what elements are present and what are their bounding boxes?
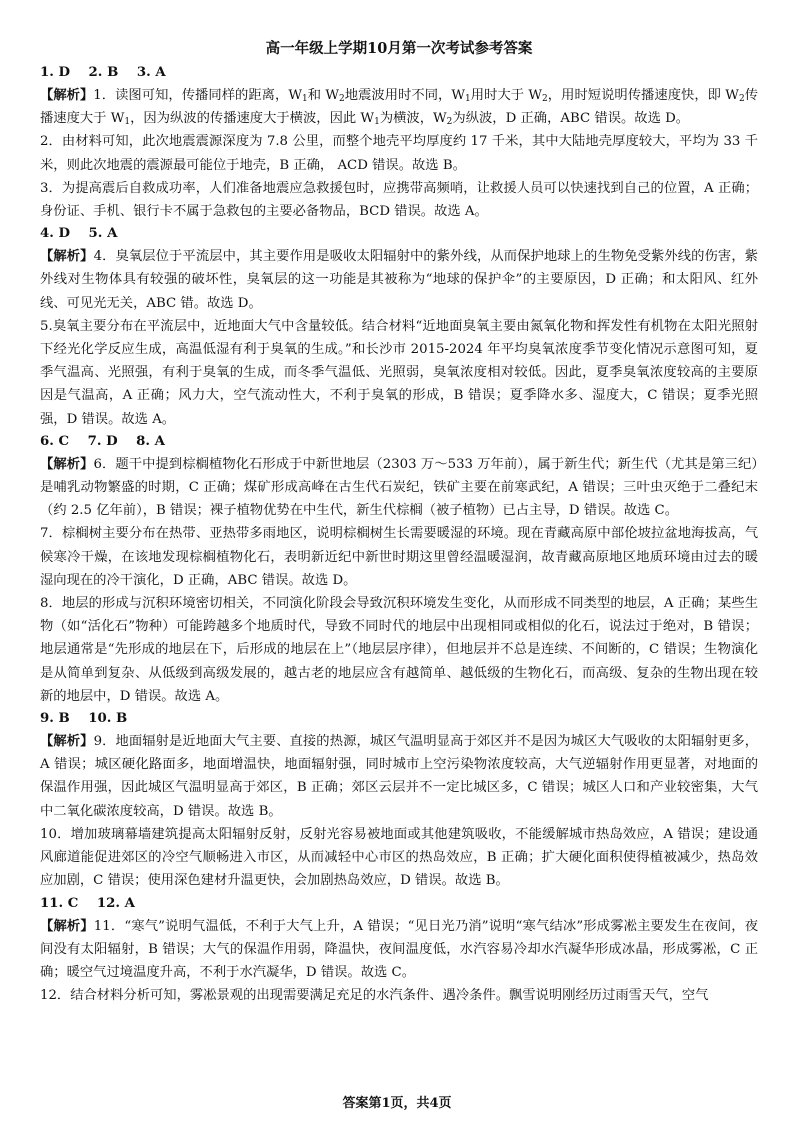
paragraph-text: 4．臭氧层位于平流层中，其主要作用是吸收太阳辐射中的紫外线，从而保护地球上的生物免受紫外线的伤害，紫外线对生物体具有较强的破坏性，臭氧层的这一功能是其被称为“地球的保护伞”的主要原因，D 正确；和太阳风、红外线、可见光无关，ABC 错。故选 D。 xyxy=(40,249,759,311)
explanation-paragraph xyxy=(40,177,758,223)
answer-page xyxy=(40,38,758,1007)
paragraph-text: 1．读图可知，传播同样的距离，$W_1$和 $W_2$地震波用时不同，$W_1$用时大于 $W_2$，用时短说明传播速度快，即 $W_2$传播速度大于 $W_1$，因为纵波的传播速度大于横波，因此 $W_1$为横波，$W_2$为纵波，D 正确，ABC 错误。故选 D。 xyxy=(40,88,758,128)
page-title: 高一年级上学期10月第一次考试参考答案 xyxy=(265,40,533,57)
answer-key-line: 6. C 7. D 8. A xyxy=(40,433,165,449)
paragraph-text: 8．地层的形成与沉积环境密切相关，不同演化阶段会导致沉积环境发生变化，从而形成不同类型的地层，A 正确；某些生物（如“活化石”物种）可能跨越多个地质时代，导致不同时代的地层中出现相同或相似的化石，说法过于绝对，B 错误；地层通常是“先形成的地层在下，后形成的地层在上”（地层层序律），但地层并不总是连续、不间断的，C 错误；生物演化是从简单到复杂、从低级到高级发展的，越古老的地层应含有越简单、越低级的生物化石，而高级、复杂的生物出现在较新的地层中，D 错误。故选 A。 xyxy=(40,596,758,704)
paragraph-text: 11．“寒气”说明气温低，不利于大气上升，A 错误；“见日光乃消”说明“寒气结冰”形成雾凇主要发生在夜间，夜间没有太阳辐射，B 错误；大气的保温作用弱，降温快，夜间温度低，水汽容易冷却水汽凝华形成冰晶，形成雾凇，C 正确；暖空气过境温度升高，不利于水汽凝华，D 错误。故选 C。 xyxy=(40,918,758,980)
explanation-paragraph xyxy=(40,315,758,431)
analysis-tag: 【解析】 xyxy=(40,918,94,934)
explanation-paragraph xyxy=(40,984,758,1007)
analysis-tag: 【解析】 xyxy=(40,88,94,103)
answer-content xyxy=(40,62,758,1007)
page-footer: 答案第1页，共4页 xyxy=(342,1096,452,1111)
answer-key-line: 1. D 2. B 3. A xyxy=(40,65,166,80)
analysis-paragraph xyxy=(40,245,758,315)
answer-key-line: 9. B 10. B xyxy=(40,711,128,727)
analysis-paragraph xyxy=(40,453,758,523)
paragraph-text: 10．增加玻璃幕墙建筑提高太阳辐射反射，反射光容易被地面或其他建筑吸收，不能缓解城市热岛效应，A 错误；建设通风廊道能促进郊区的冷空气顺畅进入市区，从而减轻中心市区的热岛效应，B 正确；扩大硬化面积使得植被减少，热岛效应加剧，C 错误；使用深色建材升温更快，会加剧热岛效应，D 错误。故选 B。 xyxy=(40,826,758,889)
answer-key-line: 4. D 5. A xyxy=(40,226,118,242)
paragraph-text: 2．由材料可知，此次地震震源深度为 7.8 公里，而整个地壳平均厚度约 17 千米，其中大陆地壳厚度较大，平均为 33 千米，则此次地震的震源最可能位于地壳，B 正确， ACD 错误。故选 B。 xyxy=(40,134,758,173)
paragraph-text: 5.臭氧主要分布在平流层中，近地面大气中含量较低。结合材料“近地面臭氧主要由氮氧化物和挥发性有机物在太阳光照射下经光化学反应生成，高温低湿有利于臭氧的生成。”和长沙市 2015-2024 年平均臭氧浓度季节变化情况示意图可知，夏季气温高、光照强，有利于臭氧的生成，而冬季气温低、光照弱，臭氧浓度相对较低。因此，夏季臭氧浓度较高的主要原因是气温高，A 正确；风力大，空气流动性大，不利于臭氧的形成，B 错误；夏季降水多、湿度大，C 错误；夏季光照强，D 错误。故选 A。 xyxy=(40,318,758,427)
explanation-paragraph xyxy=(40,522,758,592)
paragraph-text: 3．为提高震后自救成功率，人们准备地震应急救援包时，应携带高频哨，让救援人员可以快速找到自己的位置，A 正确；身份证、手机、银行卡不属于急救包的主要必备物品，BCD 错误。故选 A。 xyxy=(40,180,758,220)
explanation-paragraph xyxy=(40,823,758,893)
explanation-paragraph xyxy=(40,130,758,176)
analysis-paragraph xyxy=(40,730,758,823)
analysis-paragraph xyxy=(40,915,758,985)
paragraph-text: 12．结合材料分析可知，雾凇景观的出现需要满足充足的水汽条件、遇冷条件。飘雪说明刚经历过雨雪天气，空气 xyxy=(40,988,709,1004)
analysis-tag: 【解析】 xyxy=(40,249,94,265)
answer-key-line: 11. C 12. A xyxy=(40,895,135,911)
explanation-paragraph xyxy=(40,592,758,708)
paragraph-text: 6．题干中提到棕榈植物化石形成于中新世地层（2303 万～533 万年前），属于新生代；新生代（尤其是第三纪）是哺乳动物繁盛的时期，C 正确；煤矿形成高峰在古生代石炭纪，铁矿主要在前寒武纪，A 错误；三叶虫灭绝于二叠纪末（约 2.5 亿年前），B 错误；裸子植物优势在中生代，新生代棕榈（被子植物）已占主导，D 错误。故选 C。 xyxy=(40,456,759,519)
analysis-tag: 【解析】 xyxy=(40,734,94,750)
paragraph-text: 9．地面辐射是近地面大气主要、直接的热源，城区气温明显高于郊区并不是因为城区大气吸收的太阳辐射更多，A 错误；城区硬化路面多，地面增温快，地面辐射强，同时城市上空污染物浓度较高，大气逆辐射作用更显著，对地面的保温作用强，因此城区气温明显高于郊区，B 正确；郊区云层并不一定比城区多，C 错误；城区人口和产业较密集，大气中二氧化碳浓度较高，D 错误。故选 B。 xyxy=(40,734,759,819)
analysis-tag: 【解析】 xyxy=(40,456,94,472)
paragraph-text: 7．棕榈树主要分布在热带、亚热带多雨地区，说明棕榈树生长需要暖湿的环境。现在青藏高原中部伦坡拉盆地海拔高，气候寒冷干燥，在该地发现棕榈植物化石，表明新近纪中新世时期这里曾经温暖湿润，故青藏高原地区地质环境由过去的暖湿向现在的冷干演化，D 正确，ABC 错误。故选 D。 xyxy=(40,526,758,588)
analysis-paragraph xyxy=(40,84,758,130)
